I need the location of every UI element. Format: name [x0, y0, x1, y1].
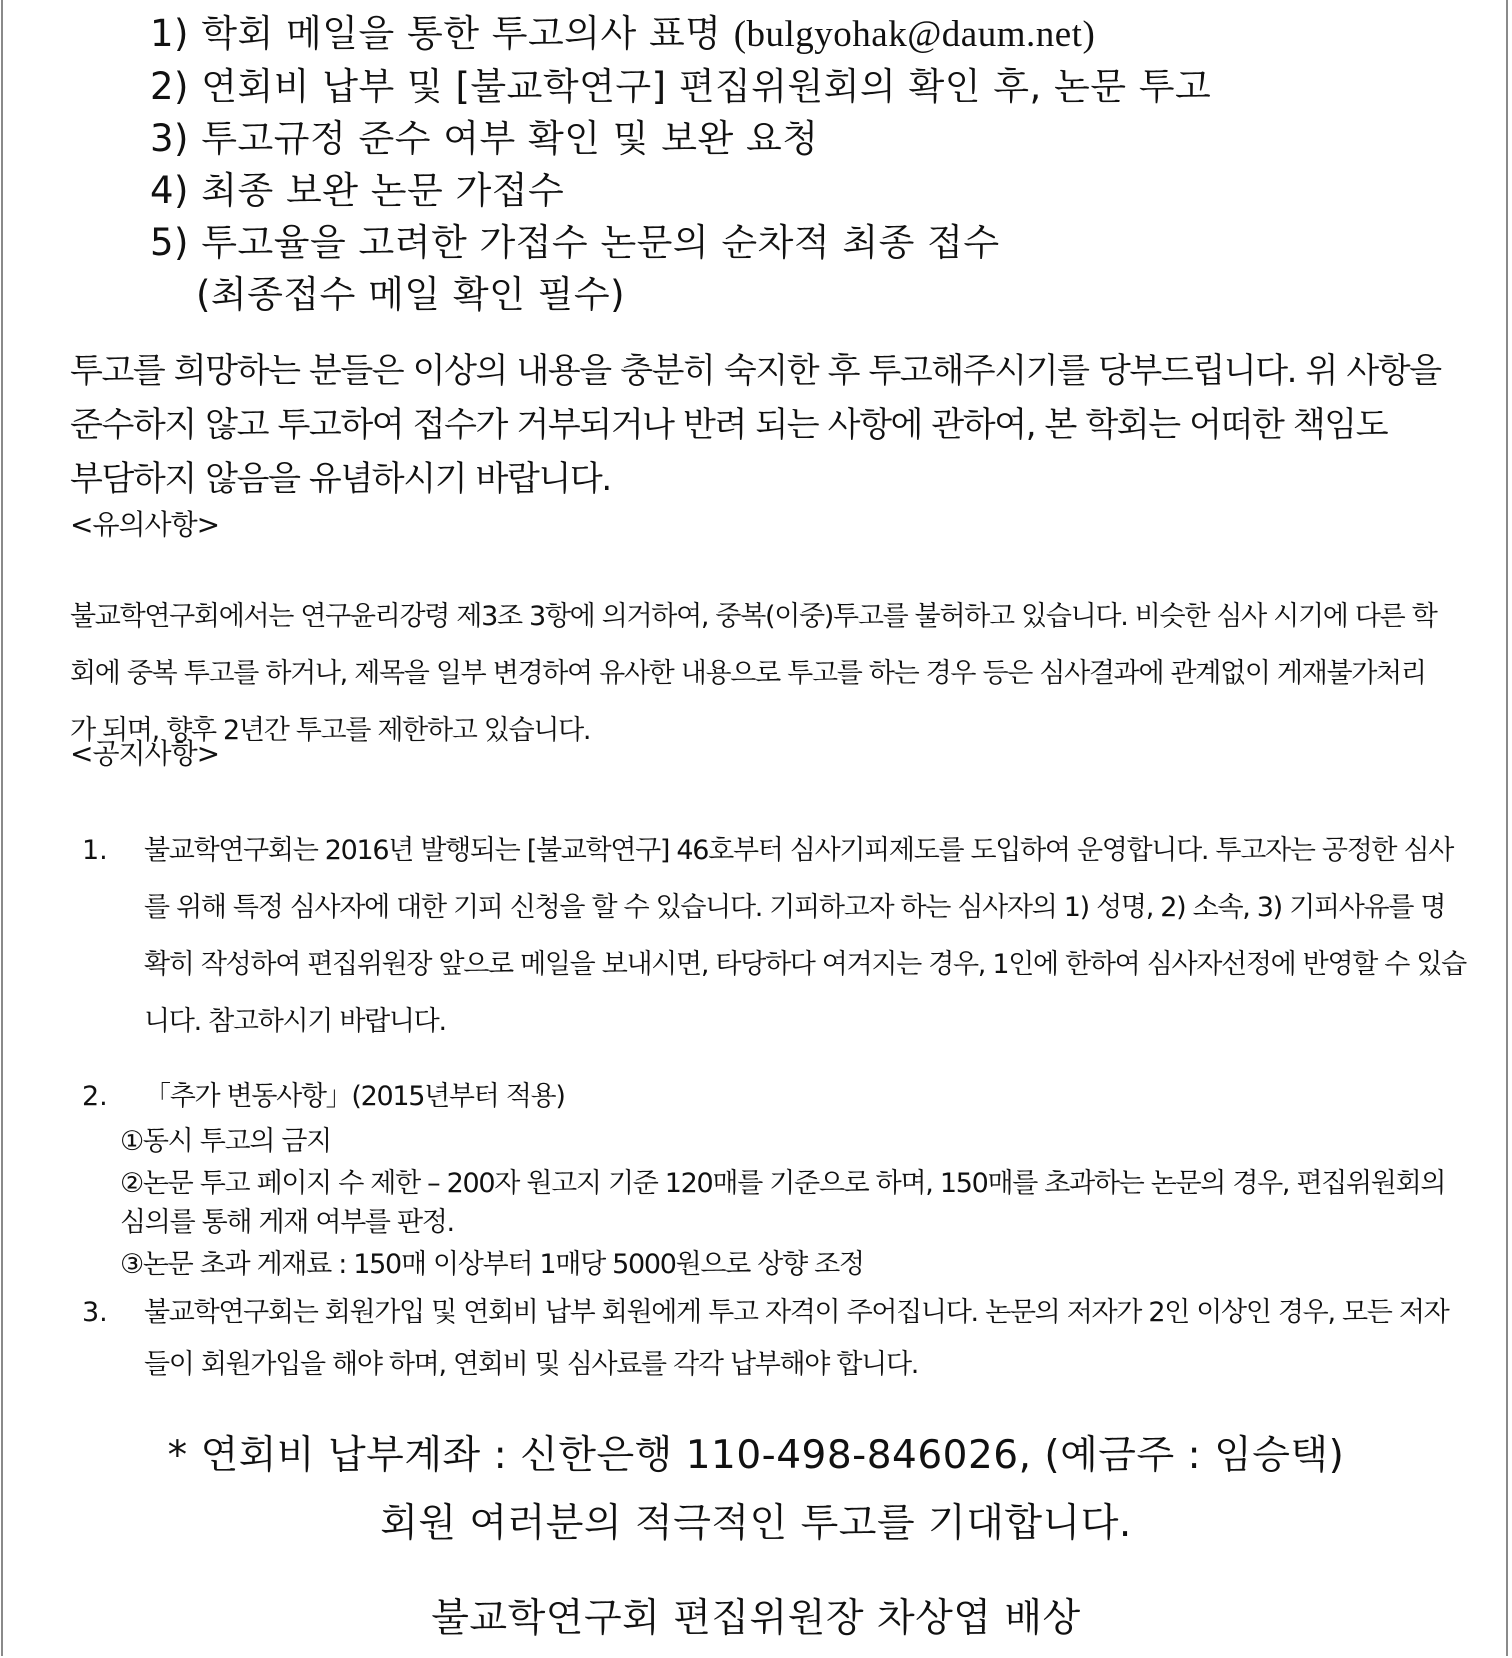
step-5: 5) 투고율을 고려한 가접수 논문의 순차적 최종 접수: [150, 221, 1000, 264]
notice-text: 불교학연구회는 회원가입 및 연회비 납부 회원에게 투고 자격이 주어집니다. 논문의 저자가 2인 이상인 경우, 모든 저자들이 회원가입을 해야 하며, 연회비 및 심사료를 각각 납부해야 합니다.: [144, 1297, 1449, 1380]
step-4: 4) 최종 보완 논문 가접수: [150, 169, 565, 212]
step-3: 3) 투고규정 준수 여부 확인 및 보완 요청: [150, 117, 819, 160]
subitem-1: ①동시 투고의 금지: [120, 1126, 331, 1157]
signature: 불교학연구회 편집위원장 차상엽 배상: [431, 1596, 1081, 1641]
notice-number: 2.: [82, 1081, 108, 1112]
caution-body: 불교학연구회에서는 연구윤리강령 제3조 3항에 의거하여, 중복(이중)투고를 불허하고 있습니다. 비슷한 심사 시기에 다른 학회에 중복 투고를 하거나, 제목을 일부 변경하여 유사한 내용으로 투고를 하는 경우 등은 심사결과에 관계없이 게재불가처리가 되며, 향후 2년간 투고를 제한하고 있습니다.: [70, 601, 1437, 746]
email-address: (bulgyohak@daum.net): [733, 14, 1096, 55]
notice-number: 3.: [82, 1297, 108, 1328]
account-info: * 연회비 납부계좌 : 신한은행 110-498-846026, (예금주 : 임승택): [167, 1433, 1345, 1478]
subitem-2: ②논문 투고 페이지 수 제한 – 200자 원고지 기준 120매를 기준으로 하며, 150매를 초과하는 논문의 경우, 편집위원회의 심의를 통해 게재 여부를 판정.: [120, 1168, 1446, 1238]
notice-item-3: [82, 1287, 1467, 1391]
step-1: [150, 8, 1450, 61]
notice-heading: <공지사항>: [70, 737, 220, 770]
step-2: 2) 연회비 납부 및 [불교학연구] 편집위원회의 확인 후, 논문 투고: [150, 65, 1212, 108]
caution-heading: <유의사항>: [70, 508, 220, 541]
submission-steps: [150, 8, 1450, 321]
notice-text: 불교학연구회는 2016년 발행되는 [불교학연구] 46호부터 심사기피제도를 도입하여 운영합니다. 투고자는 공정한 심사를 위해 특정 심사자에 대한 기피 신청을 할 수 있습니다. 기피하고자 하는 심사자의 1) 성명, 2) 소속, 3) 기피사유를 명확히 작성하여 편집위원장 앞으로 메일을 보내시면, 타당하다 여겨지는 경우, 1인에 한하여 심사자선정에 반영할 수 있습니다. 참고하시기 바랍니다.: [144, 835, 1466, 1037]
notice-number: 1.: [82, 835, 108, 866]
step-5-note: (최종접수 메일 확인 필수): [196, 273, 626, 316]
notice-list: [82, 822, 1467, 1391]
notice-item-2: [82, 1072, 1467, 1284]
notice-subitems: [82, 1122, 1467, 1284]
intro-paragraph: 투고를 희망하는 분들은 이상의 내용을 충분히 숙지한 후 투고해주시기를 당부드립니다. 위 사항을 준수하지 않고 투고하여 접수가 거부되거나 반려 되는 사항에 관하여, 본 학회는 어떠한 책임도 부담하지 않음을 유념하시기 바랍니다.: [70, 351, 1441, 499]
subitem-3: ③논문 초과 게재료 : 150매 이상부터 1매당 5000원으로 상향 조정: [120, 1249, 864, 1280]
step-1-text: 1) 학회 메일을 통한 투고의사 표명: [150, 12, 734, 55]
notice-title: 「추가 변동사항」(2015년부터 적용): [144, 1081, 565, 1112]
notice-item-1: [82, 822, 1467, 1050]
closing-message: 회원 여러분의 적극적인 투고를 기대합니다.: [380, 1501, 1132, 1546]
